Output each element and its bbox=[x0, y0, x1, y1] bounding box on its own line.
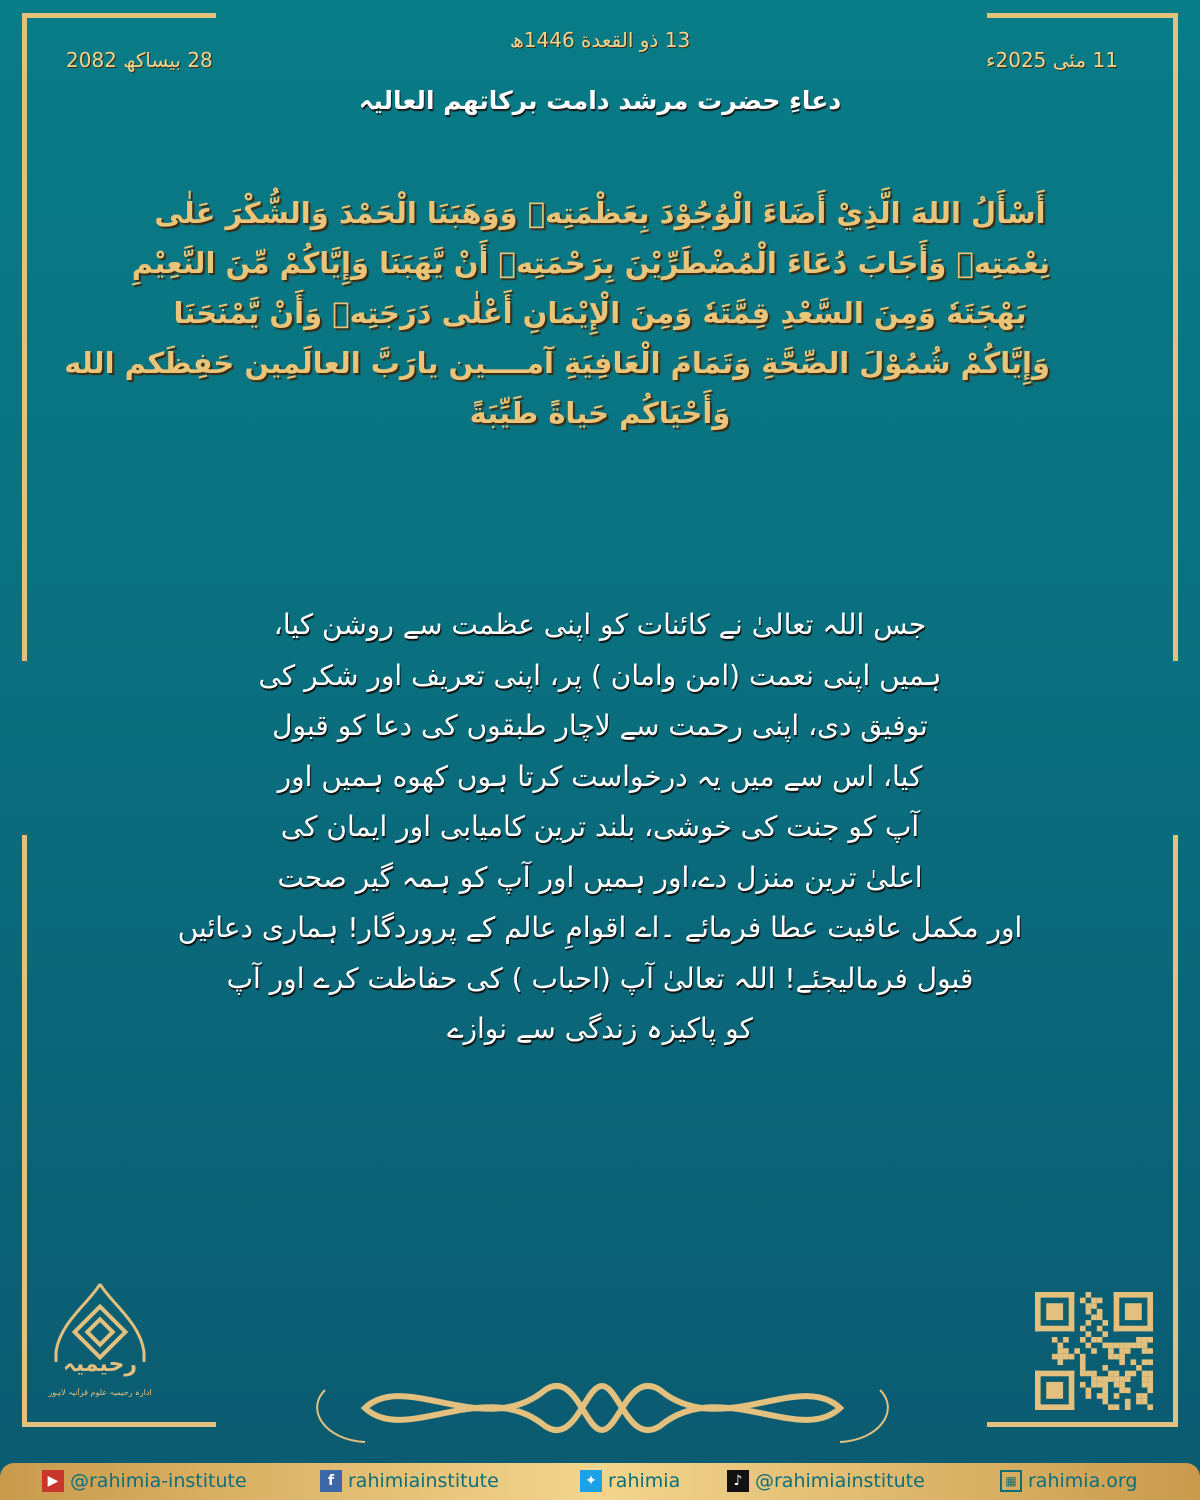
qr-module bbox=[1080, 1354, 1086, 1360]
qr-module bbox=[1097, 1382, 1103, 1388]
qr-module bbox=[1080, 1337, 1086, 1343]
qr-module bbox=[1035, 1404, 1074, 1410]
qr-module bbox=[1102, 1388, 1108, 1394]
qr-module bbox=[1057, 1348, 1063, 1354]
qr-module bbox=[1091, 1348, 1097, 1354]
page-title: دعاءِ حضرت مرشد دامت برکاتھم العالیہ bbox=[358, 86, 842, 115]
youtube-handle: @rahimia-institute bbox=[70, 1470, 247, 1492]
urdu-line: قبول فرمالیجئے! اللہ تعالیٰ آپ (احباب ) کی حفاظت کرے اور آپ bbox=[226, 961, 974, 995]
qr-module bbox=[1102, 1399, 1108, 1405]
arabic-line: وَإِيَّاكُمْ شُمُوْلَ الصِّحَّةِ وَتَمَامَ الْعَافِيَةِ آمــــين يارَبَّ العالَمِين حَفِظَكم الله bbox=[64, 346, 1050, 380]
youtube-link[interactable] bbox=[42, 1470, 247, 1492]
arabic-line: بَهْجَتَهٗ وَمِنَ السَّعْدِ قِمَّتَهٗ وَمِنَ الْإِيْمَانِ أَعْلٰى دَرَجَتِهٖ وَأَنْ يَّمْنَحَنَا bbox=[173, 296, 1027, 330]
qr-module bbox=[1142, 1399, 1148, 1405]
qr-module bbox=[1147, 1359, 1153, 1365]
qr-module bbox=[1131, 1371, 1137, 1377]
qr-module bbox=[1125, 1376, 1131, 1382]
qr-module bbox=[1035, 1371, 1041, 1410]
qr-module bbox=[1114, 1326, 1153, 1332]
qr-module bbox=[1091, 1314, 1097, 1320]
urdu-line: کیا، اس سے میں یہ درخواست کرتا ہوں کهوه ہمیں اور bbox=[277, 759, 923, 793]
qr-module bbox=[1091, 1376, 1097, 1382]
qr-module bbox=[1147, 1388, 1153, 1394]
qr-module bbox=[1080, 1326, 1086, 1332]
logo-subtitle: ادارہ رحیمیہ علوم قرآنیہ لاہور bbox=[48, 1388, 152, 1397]
qr-module bbox=[1131, 1343, 1137, 1349]
qr-module bbox=[1086, 1320, 1092, 1326]
arabic-line: نِعْمَتِهٖ وَأَجَابَ دُعَاءَ الْمُضْطَرِّيْنَ بِرَحْمَتِهٖ أَنْ يَّهَبَنَا وَإِيَّاكُمْ مِّنَ النَّعِيْمِ bbox=[131, 246, 1050, 280]
qr-module bbox=[1108, 1354, 1114, 1360]
qr-icon: ▦ bbox=[1000, 1470, 1022, 1492]
qr-module bbox=[1136, 1337, 1142, 1343]
qr-module bbox=[1142, 1359, 1148, 1365]
qr-module bbox=[1119, 1354, 1125, 1360]
qr-module bbox=[1125, 1343, 1131, 1349]
qr-module bbox=[1108, 1343, 1114, 1349]
ornament-divider bbox=[305, 1370, 900, 1445]
frame-top-left bbox=[22, 13, 216, 18]
qr-module bbox=[1069, 1371, 1075, 1410]
qr-module bbox=[1114, 1376, 1120, 1382]
qr-module bbox=[1086, 1393, 1092, 1399]
qr-module bbox=[1114, 1382, 1120, 1388]
urdu-line: کو پاکیزہ زندگی سے نوازے bbox=[447, 1012, 753, 1045]
qr-module bbox=[1046, 1303, 1063, 1320]
qr-module bbox=[1097, 1337, 1103, 1343]
tiktok-icon: ♪ bbox=[727, 1470, 749, 1492]
qr-module bbox=[1080, 1371, 1086, 1377]
qr-module bbox=[1136, 1399, 1142, 1405]
qr-module bbox=[1147, 1348, 1153, 1354]
qr-module bbox=[1114, 1343, 1120, 1349]
qr-module bbox=[1086, 1292, 1092, 1298]
twitter-link[interactable] bbox=[580, 1470, 680, 1492]
website-url: rahimia.org bbox=[1028, 1470, 1138, 1492]
qr-module bbox=[1086, 1343, 1092, 1349]
qr-module bbox=[1147, 1292, 1153, 1331]
qr-module bbox=[1142, 1382, 1148, 1388]
urdu-line: اعلیٰ ترین منزل دے،اور ہمیں اور آپ کو ہمہ گیر صحت bbox=[277, 860, 923, 894]
frame-bottom-left bbox=[22, 1422, 216, 1427]
tiktok-link[interactable] bbox=[727, 1470, 925, 1492]
qr-module bbox=[1097, 1393, 1103, 1399]
qr-module bbox=[1136, 1393, 1142, 1399]
qr-module bbox=[1114, 1371, 1120, 1377]
qr-module bbox=[1080, 1359, 1086, 1365]
frame-bottom-right bbox=[987, 1422, 1178, 1427]
qr-module bbox=[1147, 1371, 1153, 1377]
qr-module bbox=[1114, 1393, 1120, 1399]
qr-module bbox=[1091, 1371, 1097, 1377]
qr-module bbox=[1119, 1388, 1125, 1394]
qr-module bbox=[1136, 1343, 1142, 1349]
facebook-link[interactable] bbox=[320, 1470, 499, 1492]
qr-module bbox=[1102, 1365, 1108, 1371]
qr-module bbox=[1108, 1371, 1114, 1377]
urdu-line: جس اللہ تعالیٰ نے کائنات کو اپنی عظمت سے روشن کیا، bbox=[273, 608, 927, 641]
bikrami-date: 28 بیساکھ 2082 bbox=[66, 48, 213, 72]
qr-module bbox=[1086, 1331, 1092, 1337]
qr-module bbox=[1142, 1376, 1148, 1382]
qr-module bbox=[1097, 1314, 1103, 1320]
qr-module bbox=[1125, 1348, 1131, 1354]
qr-module bbox=[1125, 1388, 1131, 1394]
frame-top-right bbox=[987, 13, 1178, 18]
qr-module bbox=[1091, 1382, 1097, 1388]
qr-module bbox=[1052, 1337, 1058, 1343]
qr-module bbox=[1086, 1303, 1092, 1309]
qr-module bbox=[1057, 1359, 1063, 1365]
qr-module bbox=[1102, 1343, 1108, 1349]
qr-module bbox=[1091, 1303, 1097, 1309]
qr-module bbox=[1142, 1343, 1148, 1349]
urdu-line: اور مکمل عافیت عطا فرمائے ۔اے اقوامِ عالم کے پروردگار! ہماری دعائیں bbox=[177, 911, 1023, 944]
urdu-line: آپ کو جنت کی خوشی، بلند ترین کامیابی اور ایمان کی bbox=[280, 810, 920, 843]
social-footer bbox=[0, 1463, 1200, 1500]
qr-module bbox=[1074, 1348, 1080, 1354]
qr-module bbox=[1147, 1337, 1153, 1343]
tiktok-handle: @rahimiainstitute bbox=[755, 1470, 925, 1492]
hijri-date: 13 ذو القعدة 1446ھ bbox=[509, 28, 691, 52]
urdu-translation bbox=[100, 600, 1100, 1055]
qr-module bbox=[1102, 1331, 1108, 1337]
arabic-dua bbox=[64, 188, 1050, 438]
qr-module bbox=[1147, 1382, 1153, 1388]
frame-left-lower bbox=[22, 835, 27, 1427]
qr-module bbox=[1080, 1298, 1086, 1304]
qr-module bbox=[1119, 1376, 1125, 1382]
website-link[interactable] bbox=[1000, 1470, 1137, 1492]
logo-name: رحیمیہ bbox=[62, 1352, 138, 1377]
qr-module bbox=[1069, 1292, 1075, 1331]
urdu-line: ہمیں اپنی نعمت (امن وامان ) پر، اپنی تعریف اور شکر کی bbox=[258, 658, 942, 692]
qr-module bbox=[1097, 1326, 1103, 1332]
qr-module bbox=[1091, 1298, 1097, 1304]
qr-module bbox=[1114, 1354, 1120, 1360]
qr-module bbox=[1108, 1348, 1114, 1354]
rahimia-logo bbox=[40, 1282, 160, 1412]
qr-module bbox=[1086, 1388, 1092, 1394]
qr-code[interactable] bbox=[1035, 1292, 1153, 1410]
facebook-handle: rahimiainstitute bbox=[348, 1470, 499, 1492]
qr-module bbox=[1086, 1371, 1092, 1377]
qr-module bbox=[1125, 1371, 1131, 1377]
qr-module bbox=[1102, 1376, 1108, 1382]
qr-module bbox=[1125, 1399, 1131, 1405]
urdu-line: توفیق دی، اپنی رحمت سے لاچار طبقوں کی دعا کو قبول bbox=[272, 709, 928, 742]
frame-right-lower bbox=[1173, 835, 1178, 1427]
qr-module bbox=[1108, 1376, 1114, 1382]
qr-module bbox=[1086, 1309, 1092, 1315]
qr-module bbox=[1063, 1337, 1069, 1343]
qr-module bbox=[1057, 1343, 1063, 1349]
qr-module bbox=[1131, 1359, 1137, 1365]
qr-module bbox=[1119, 1382, 1125, 1388]
qr-module bbox=[1091, 1337, 1097, 1343]
qr-module bbox=[1097, 1309, 1103, 1315]
qr-module bbox=[1108, 1404, 1114, 1410]
qr-module bbox=[1080, 1365, 1086, 1371]
qr-module bbox=[1102, 1320, 1108, 1326]
qr-module bbox=[1035, 1371, 1074, 1377]
qr-module bbox=[1035, 1292, 1074, 1298]
qr-module bbox=[1097, 1298, 1103, 1304]
qr-module bbox=[1102, 1382, 1108, 1388]
qr-module bbox=[1102, 1393, 1108, 1399]
qr-module bbox=[1080, 1382, 1086, 1388]
twitter-handle: rahimia bbox=[608, 1470, 681, 1492]
qr-module bbox=[1142, 1337, 1148, 1343]
qr-module bbox=[1063, 1354, 1069, 1360]
qr-module bbox=[1147, 1404, 1153, 1410]
qr-module bbox=[1057, 1354, 1063, 1360]
qr-module bbox=[1035, 1292, 1041, 1331]
qr-module bbox=[1069, 1354, 1075, 1360]
qr-module bbox=[1136, 1365, 1142, 1371]
qr-module bbox=[1119, 1359, 1125, 1365]
qr-module bbox=[1046, 1382, 1063, 1399]
gregorian-date: 11 مئی 2025ء bbox=[986, 48, 1118, 72]
twitter-icon: ✦ bbox=[580, 1470, 602, 1492]
qr-module bbox=[1063, 1348, 1069, 1354]
qr-module bbox=[1125, 1404, 1131, 1410]
qr-module bbox=[1114, 1404, 1120, 1410]
qr-module bbox=[1142, 1371, 1148, 1377]
qr-module bbox=[1035, 1326, 1074, 1332]
arabic-line: أَسْأَلُ اللهَ الَّذِيْ أَضَاءَ الْوُجُوْدَ بِعَظْمَتِهٖ وَوَهَبَنَا الْحَمْدَ وَالشُّكْرَ عَلٰى bbox=[154, 196, 1046, 230]
qr-module bbox=[1114, 1292, 1153, 1298]
qr-module bbox=[1142, 1348, 1148, 1354]
qr-module bbox=[1097, 1376, 1103, 1382]
qr-module bbox=[1119, 1343, 1125, 1349]
youtube-icon: ▶ bbox=[42, 1470, 64, 1492]
qr-module bbox=[1052, 1354, 1058, 1360]
qr-module bbox=[1147, 1376, 1153, 1382]
arabic-line: وَأَحْيَاكُم حَياةً طَيِّبَةً bbox=[469, 396, 731, 430]
facebook-icon: f bbox=[320, 1470, 342, 1492]
qr-module bbox=[1142, 1393, 1148, 1399]
qr-module bbox=[1125, 1303, 1142, 1320]
qr-module bbox=[1119, 1348, 1125, 1354]
qr-module bbox=[1114, 1292, 1120, 1331]
